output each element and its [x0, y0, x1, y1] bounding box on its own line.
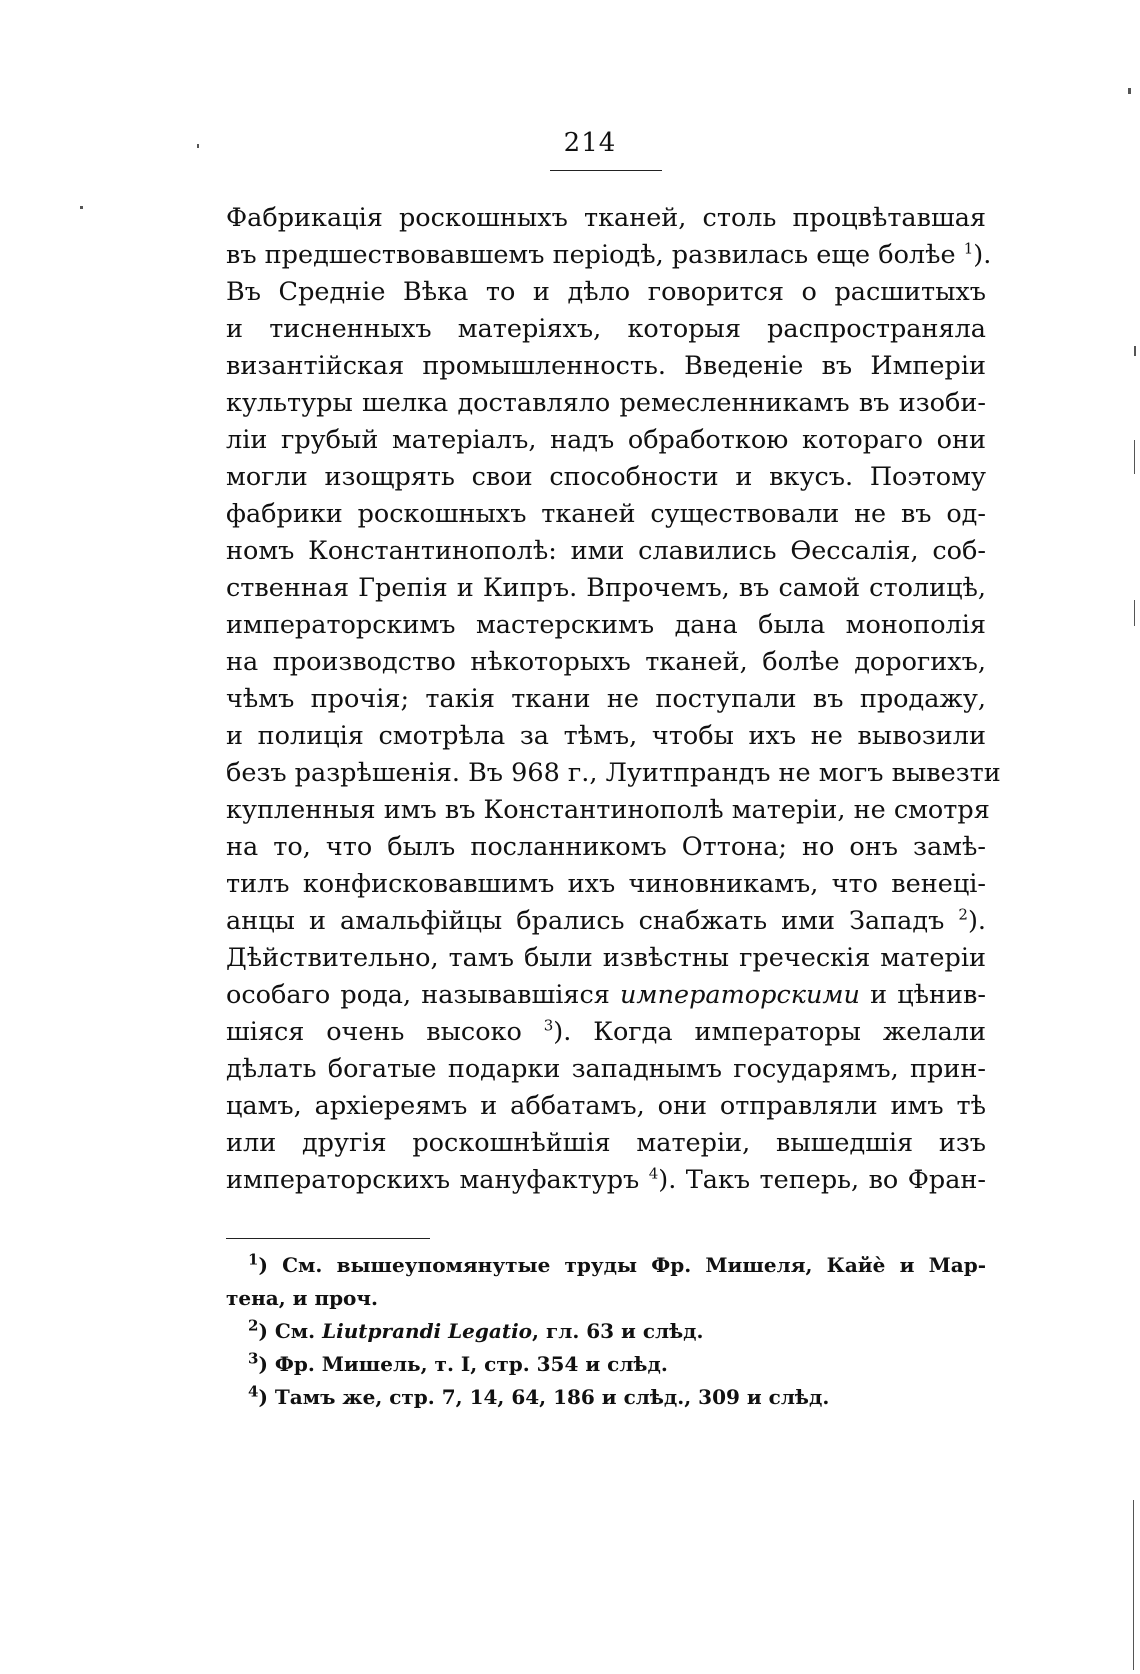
- text-line: на то, что былъ посланникомъ Оттона; но онъ замѣ-: [226, 832, 986, 862]
- footnotes: [226, 1249, 986, 1414]
- page-number-rule: [550, 170, 662, 171]
- footnote-1-continued: тена, и проч.: [226, 1286, 379, 1310]
- footnote-ref: 1: [963, 239, 974, 258]
- text-line: номъ Константинополѣ: ими славились Ѳессалія, соб-: [226, 536, 986, 566]
- footnote-separator: [226, 1238, 430, 1239]
- text-line: дѣлать богатые подарки западнымъ государямъ, прин-: [226, 1054, 986, 1084]
- text-line: императорскимъ мастерскимъ дана была монополія: [226, 610, 986, 640]
- text-line: Въ Средніе Вѣка то и дѣло говорится о расшитыхъ: [226, 277, 986, 307]
- scan-mark: [1133, 1500, 1134, 1670]
- text-line: чѣмъ прочія; такія ткани не поступали въ продажу,: [226, 684, 986, 714]
- text-line: особаго рода, называвшіяся императорскими и цѣнив-: [226, 980, 986, 1010]
- text-line: купленныя имъ въ Константинополѣ матеріи, не смотря: [226, 795, 990, 825]
- text-line: византійская промышленность. Введеніе въ Имперіи: [226, 351, 986, 381]
- text-line: тилъ конфисковавшимъ ихъ чиновникамъ, что венеці-: [226, 869, 986, 899]
- text-line: ліи грубый матеріалъ, надъ обработкою котораго они: [226, 425, 986, 455]
- text-line: культуры шелка доставляло ремесленникамъ въ изоби-: [226, 388, 986, 418]
- footnote-3: $^3$) Фр. Мишель, т. I, стр. 354 и слѣд.: [248, 1349, 668, 1376]
- page-number: 214: [563, 128, 617, 158]
- footnote-4: $^4$) Тамъ же, стр. 7, 14, 64, 186 и слѣд., 309 и слѣд.: [248, 1382, 830, 1409]
- text-line: анцы и амальфійцы брались снабжать ими Западъ $^2$).: [226, 905, 986, 936]
- footnote-2: $^2$) См. Liutprandi Legatio, гл. 63 и слѣд.: [248, 1316, 704, 1343]
- text-line: цамъ, архіереямъ и аббатамъ, они отправляли имъ тѣ: [226, 1091, 986, 1121]
- text-line: могли изощрять свои способности и вкусъ. Поэтому: [226, 462, 986, 492]
- text-line: Фабрикація роскошныхъ тканей, столь процвѣтавшая: [226, 203, 986, 233]
- text-line: фабрики роскошныхъ тканей существовали не въ од-: [226, 499, 986, 529]
- scan-mark: [197, 144, 199, 148]
- scan-mark: [1134, 346, 1136, 356]
- text-line: и тисненныхъ матеріяхъ, которыя распространяла: [226, 314, 986, 344]
- text-line: Дѣйствительно, тамъ были извѣстны греческія матеріи: [226, 943, 986, 973]
- italic-term: императорскими: [620, 980, 860, 1010]
- text-line: и полиція смотрѣла за тѣмъ, чтобы ихъ не вывозили: [226, 721, 986, 751]
- text-line: или другія роскошнѣйшія матеріи, вышедшія изъ: [226, 1128, 986, 1158]
- footnote-ref: 3: [543, 1016, 554, 1035]
- footnote-ref: 4: [648, 1164, 659, 1183]
- text-line: въ предшествовавшемъ періодѣ, развилась еще болѣе $^1$).: [226, 239, 992, 270]
- text-line: на производство нѣкоторыхъ тканей, болѣе дорогихъ,: [226, 647, 986, 677]
- text-line: безъ разрѣшенія. Въ 968 г., Луитпрандъ не могъ вывезти: [226, 758, 1001, 788]
- scan-mark: [1134, 600, 1135, 626]
- scan-mark: [1134, 440, 1135, 474]
- text-line: ственная Грепія и Кипръ. Впрочемъ, въ самой столицѣ,: [226, 573, 986, 603]
- text-line: шіяся очень высоко $^3$). Когда императоры желали: [226, 1016, 986, 1047]
- scan-mark: [80, 206, 83, 209]
- scan-mark: [1128, 88, 1131, 94]
- footnote-1: $^1$) См. вышеупомянутые труды Фр. Мишеля, Кайѐ и Мар-: [248, 1250, 986, 1277]
- body-text: [226, 200, 1001, 1199]
- text-line: императорскихъ мануфактуръ $^4$). Такъ теперь, во Фран-: [226, 1164, 987, 1195]
- footnote-ref: 2: [958, 905, 968, 924]
